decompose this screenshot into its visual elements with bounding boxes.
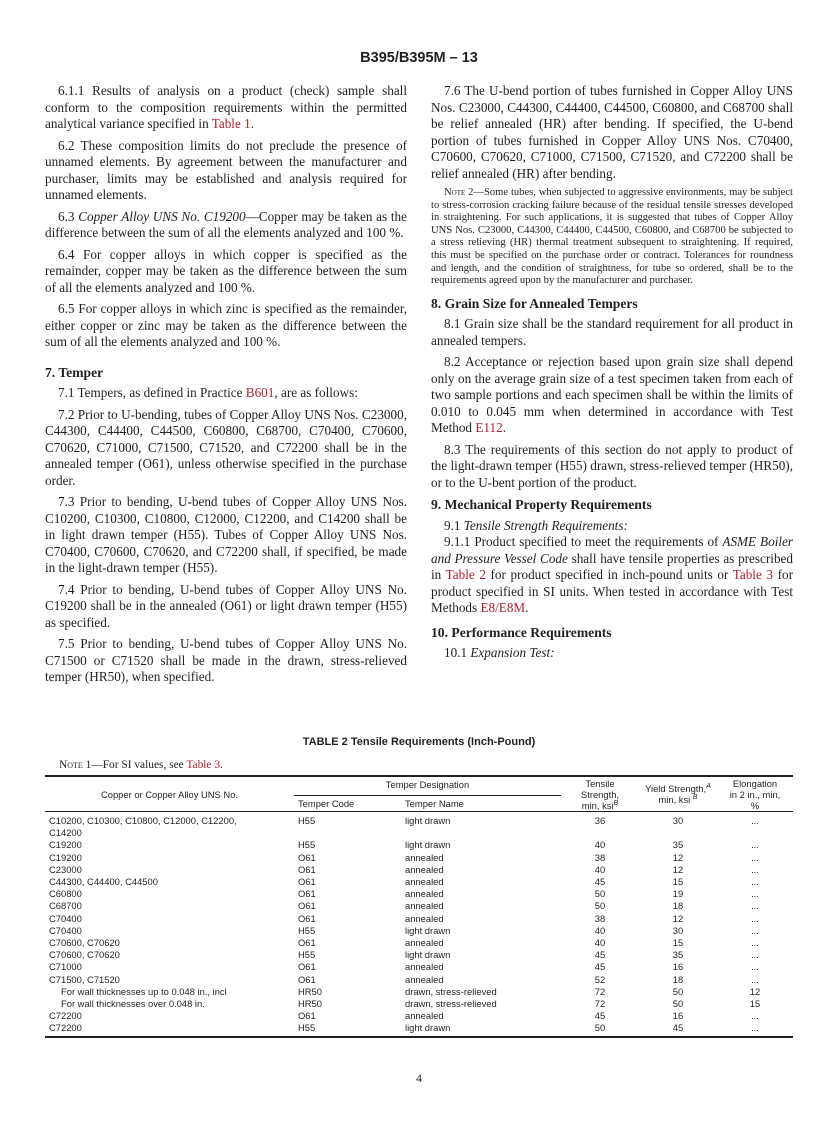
- cell-temper-name: annealed: [405, 937, 444, 949]
- cell-tensile: 38: [594, 851, 606, 863]
- paragraph-italic: Tensile Strength Requirements:: [463, 517, 628, 533]
- cell-elongation: ...: [751, 912, 759, 924]
- cell-alloy: For wall thicknesses over 0.048 in.: [61, 998, 205, 1010]
- cell-temper-code: [294, 827, 401, 839]
- cell-tensile: 38: [594, 912, 606, 924]
- paragraph-7-4: 7.4 Prior to bending, U-bend tubes of Copper Alloy UNS No. C19200 shall be in the annealed (O61) or light drawn temper (H55) as specified.: [45, 581, 407, 630]
- cell-alloy: C19200: [49, 851, 82, 863]
- table-row: [45, 839, 793, 851]
- heading-section-10: 10. Performance Requirements: [431, 624, 612, 640]
- header-yield-strength: [639, 776, 717, 812]
- table-row: [45, 864, 793, 876]
- cell-temper-name: annealed: [405, 863, 444, 875]
- header-temper-name: Temper Name: [401, 796, 561, 812]
- paragraph-italic: Copper Alloy UNS No. C19200: [78, 208, 246, 224]
- cell-yield: 50: [672, 998, 684, 1010]
- header-temper-code: Temper Code: [294, 796, 401, 812]
- cell-elongation: ...: [751, 1010, 759, 1022]
- cell-elongation: ...: [751, 876, 759, 888]
- cell-elongation: 12: [749, 985, 761, 997]
- heading-section-9: 9. Mechanical Property Requirements: [431, 497, 652, 513]
- paragraph-text: , are as follows:: [274, 385, 358, 400]
- cell-elongation: ...: [751, 937, 759, 949]
- cell-tensile: 45: [594, 961, 606, 973]
- cell-yield: 45: [639, 1022, 717, 1036]
- paragraph-text: 7.1 Tempers, as defined in Practice: [58, 385, 246, 400]
- cell-alloy: C70400: [49, 924, 82, 936]
- cell-yield: 12: [672, 912, 684, 924]
- section-number: 6.1.1: [58, 83, 85, 98]
- cell-temper-name: annealed: [405, 851, 444, 863]
- header-text: Tensile Strength, min, ksi: [580, 777, 620, 811]
- header-alloy: Copper or Copper Alloy UNS No.: [45, 776, 294, 812]
- paragraph-text: Results of analysis on a product (check) sample shall conform to the composition requirements within the permitted analytical variance specified in: [45, 83, 407, 131]
- cell-temper-code: O61: [298, 900, 316, 912]
- cell-temper-name: light drawn: [405, 815, 451, 826]
- section-number: 9.1: [444, 517, 464, 533]
- paragraph-text: for product specified in inch-pound units or: [485, 567, 733, 583]
- cell-elongation: ...: [751, 900, 759, 912]
- cell-temper-name: annealed: [405, 888, 444, 900]
- header-elongation: Elongation in 2 in., min, %: [717, 776, 793, 812]
- cell-temper-name: drawn, stress-relieved: [405, 985, 497, 997]
- paragraph-7-6: 7.6 The U-bend portion of tubes furnished in Copper Alloy UNS Nos. C23000, C44300, C44400, C44500, C60800, and C68700 shall be relief annealed (HR) after bending. If specified, the U-bend portion of tubes furnished in Copper Alloy UNS Nos. C70400, C70600, C70620, C71000, C71500, C71520, and C72200 shall be relief annealed (HR) after bending.: [431, 83, 793, 181]
- cell-temper-code: H55: [298, 815, 316, 826]
- link-table-1[interactable]: Table 1: [211, 116, 251, 131]
- paragraph-text: 8.2 Acceptance or rejection based upon grain size shall depend only on the average grain size of a test specimen taken from each of two sample portions and each specimen shall be within the limits of 0.010 to 0.045 mm when determined in accordance with Test Method: [431, 354, 793, 436]
- cell-elongation: ...: [751, 888, 759, 900]
- cell-temper-name: light drawn: [405, 839, 451, 851]
- cell-yield: 16: [672, 1010, 684, 1022]
- paragraph-italic: Expansion Test:: [470, 645, 555, 661]
- header-tensile-strength: [561, 776, 639, 812]
- footnote-marker: A: [706, 782, 711, 790]
- cell-yield: 19: [672, 888, 684, 900]
- cell-tensile: 50: [594, 888, 606, 900]
- link-table-2[interactable]: Table 2: [445, 567, 486, 583]
- cell-temper-name: drawn, stress-relieved: [405, 998, 497, 1010]
- paragraph-6-1-1: [45, 83, 407, 133]
- note-text: —For SI values, see: [91, 759, 187, 771]
- cell-yield: 50: [672, 985, 684, 997]
- header-text: Yield Strength,: [645, 783, 707, 794]
- cell-alloy: C71000: [49, 961, 82, 973]
- cell-elongation: 15: [749, 998, 761, 1010]
- heading-section-7: 7. Temper: [45, 364, 104, 380]
- header-text: min, ksi: [658, 794, 691, 805]
- cell-temper-name: annealed: [405, 961, 444, 973]
- cell-alloy: C68700: [49, 900, 82, 912]
- cell-yield: 12: [672, 863, 684, 875]
- cell-tensile: 52: [594, 973, 606, 985]
- note-2: [431, 187, 793, 288]
- table-row: [45, 852, 793, 864]
- paragraph-7-1: [45, 385, 407, 402]
- heading-section-8: 8. Grain Size for Annealed Tempers: [431, 295, 638, 311]
- link-e112[interactable]: E112: [475, 420, 503, 436]
- cell-yield: 12: [672, 851, 684, 863]
- paragraph-8-2: [431, 354, 793, 437]
- cell-yield: 35: [672, 839, 684, 851]
- cell-temper-code: O61: [298, 888, 316, 900]
- paragraph-text: —Copper may be taken as the difference between the sum of all the elements analyzed and 100 %.: [45, 208, 407, 240]
- cell-temper-name: annealed: [405, 1010, 444, 1022]
- cell-alloy: C72200: [45, 1022, 294, 1036]
- paragraph-10-1: [431, 645, 793, 662]
- table-row: [45, 827, 793, 839]
- cell-elongation: ...: [751, 851, 759, 863]
- cell-alloy: For wall thicknesses up to 0.048 in., incl: [61, 985, 227, 997]
- cell-temper-code: O61: [298, 961, 316, 973]
- cell-temper-code: O61: [298, 876, 316, 888]
- table-row: [45, 900, 793, 912]
- paragraph-8-1: 8.1 Grain size shall be the standard requirement for all product in annealed tempers.: [431, 316, 793, 348]
- cell-elongation: [717, 827, 793, 839]
- table-row: [45, 913, 793, 925]
- cell-alloy: C23000: [49, 863, 82, 875]
- cell-temper-code: H55: [298, 924, 316, 936]
- table-body: [45, 812, 793, 1037]
- cell-temper-code: HR50: [298, 998, 322, 1010]
- paragraph-text: shall have tensile properties as prescribed in: [431, 550, 793, 583]
- table-row: [45, 986, 793, 998]
- cell-tensile: [561, 827, 639, 839]
- paragraph-text: .: [502, 420, 506, 436]
- cell-temper-name: annealed: [405, 900, 444, 912]
- table-row: [45, 888, 793, 900]
- section-number: 6.3: [58, 208, 79, 224]
- paragraph-7-3: 7.3 Prior to bending, U-bend tubes of Copper Alloy UNS Nos. C10200, C10300, C10800, C12000, C12200, and C14200 shall be in light drawn temper (H55). Tubes of Copper Alloy UNS Nos. C70400, C70600, C70620, and C72200 shall, if specified, be made in the light-drawn temper (H55).: [45, 494, 407, 575]
- cell-yield: 35: [672, 949, 684, 961]
- cell-temper-name: annealed: [405, 973, 444, 985]
- table-row: [45, 925, 793, 937]
- cell-yield: 18: [672, 973, 684, 985]
- table-row: [45, 949, 793, 961]
- cell-tensile: 40: [594, 937, 606, 949]
- note-label: Note 1: [59, 759, 92, 771]
- cell-temper-code: H55: [298, 839, 316, 851]
- cell-elongation: ...: [751, 839, 759, 851]
- cell-alloy: C70600, C70620: [49, 949, 120, 961]
- paragraph-8-3: 8.3 The requirements of this section do not apply to product of the light-drawn temper (H55) drawn, stress-relieved temper (HR50), or to the U-bent portion of the product.: [431, 441, 793, 490]
- paragraph-7-2: 7.2 Prior to U-bending, tubes of Copper Alloy UNS Nos. C23000, C44300, C44400, C44500, C60800, C68700, C70400, C70600, C70620, C71000, C71500, C71520, and C72200 shall be in the annealed temper (O61), unless otherwise specified in the purchase order.: [45, 406, 407, 488]
- tensile-requirements-table: [45, 775, 793, 1038]
- cell-alloy: C70400: [49, 912, 82, 924]
- cell-temper-name: [401, 827, 561, 839]
- table-row: [45, 812, 793, 828]
- right-column: [431, 83, 793, 667]
- cell-alloy: C72200: [49, 1010, 82, 1022]
- cell-temper-code: O61: [298, 973, 316, 985]
- cell-tensile: 72: [594, 985, 606, 997]
- table-row: [45, 1010, 793, 1022]
- link-table-3[interactable]: Table 3: [186, 759, 221, 771]
- note-text: .: [220, 759, 223, 771]
- paragraph-6-4: 6.4 For copper alloys in which copper is specified as the remainder, copper may be taken as the difference between the sum of all the elements analyzed and 100 %.: [45, 246, 407, 295]
- cell-tensile: 45: [594, 949, 606, 961]
- header-temper-designation: Temper Designation: [294, 776, 561, 796]
- cell-yield: 30: [672, 924, 684, 936]
- cell-temper-code: HR50: [298, 985, 322, 997]
- cell-temper-code: H55: [298, 949, 316, 961]
- cell-tensile: 45: [594, 1010, 606, 1022]
- table-row: [45, 937, 793, 949]
- paragraph-italic: ASME Boiler and Pressure Vessel Code: [431, 534, 794, 566]
- table-row: [45, 961, 793, 973]
- table-row: [45, 876, 793, 888]
- paragraph-text: .: [250, 116, 255, 131]
- cell-temper-code: O61: [298, 863, 316, 875]
- link-b601[interactable]: B601: [245, 385, 275, 400]
- table-row: [45, 974, 793, 986]
- section-number: 10.1: [444, 645, 471, 661]
- cell-tensile: 50: [561, 1022, 639, 1036]
- cell-yield: 15: [672, 876, 684, 888]
- cell-yield: 16: [672, 961, 684, 973]
- cell-elongation: ...: [751, 924, 759, 936]
- cell-temper-code: O61: [298, 912, 316, 924]
- paragraph-6-2: 6.2 These composition limits do not preclude the presence of unnamed elements. By agreement between the manufacturer and purchaser, limits may be established and analysis required for unnamed elements.: [45, 137, 407, 202]
- page-number: 4: [416, 1071, 422, 1085]
- cell-tensile: 40: [594, 839, 606, 851]
- cell-tensile: 72: [594, 998, 606, 1010]
- link-table-3[interactable]: Table 3: [732, 567, 773, 583]
- cell-alloy: C19200: [49, 839, 82, 851]
- cell-temper-code: H55: [294, 1022, 401, 1036]
- table-row: [45, 1022, 793, 1036]
- cell-tensile: 40: [594, 924, 606, 936]
- cell-elongation: ...: [751, 973, 759, 985]
- cell-elongation: ...: [717, 1022, 793, 1036]
- footnote-marker: B: [613, 799, 619, 807]
- cell-elongation: ...: [751, 961, 759, 973]
- cell-alloy: C70600, C70620: [49, 937, 120, 949]
- link-e8-e8m[interactable]: E8/E8M: [480, 600, 526, 616]
- cell-yield: [639, 827, 717, 839]
- cell-elongation: ...: [751, 949, 759, 961]
- cell-yield: 18: [672, 900, 684, 912]
- left-column: [45, 83, 407, 691]
- paragraph-text: .: [525, 600, 529, 616]
- table-2-title: TABLE 2 Tensile Requirements (Inch-Pound): [302, 736, 536, 748]
- cell-tensile: 40: [594, 863, 606, 875]
- cell-alloy: C10200, C10300, C10800, C12000, C12200,: [49, 815, 237, 826]
- cell-alloy: C44300, C44400, C44500: [49, 876, 158, 888]
- cell-temper-name: light drawn: [405, 924, 451, 936]
- footnote-marker: B: [692, 793, 698, 801]
- cell-tensile: 45: [594, 876, 606, 888]
- paragraph-text: 9.1.1 Product specified to meet the requirements of: [444, 534, 723, 550]
- cell-elongation: ...: [751, 815, 759, 826]
- cell-yield: 30: [672, 815, 684, 826]
- cell-yield: 15: [672, 937, 684, 949]
- cell-temper-code: O61: [298, 851, 316, 863]
- cell-tensile: 36: [594, 815, 606, 826]
- cell-alloy: C60800: [49, 888, 82, 900]
- cell-temper-name: annealed: [405, 912, 444, 924]
- paragraph-text: for product specified in SI units. When tested in accordance with Test Methods: [431, 567, 793, 616]
- cell-temper-name: light drawn: [401, 1022, 561, 1036]
- table-note-1: [59, 759, 223, 771]
- paragraph-6-5: 6.5 For copper alloys in which zinc is specified as the remainder, either copper or zinc may be taken as the difference between the sum of all the elements analyzed and 100 %.: [45, 301, 407, 349]
- paragraph-9-1: [431, 518, 793, 535]
- cell-temper-code: O61: [298, 1010, 316, 1022]
- cell-temper-name: light drawn: [405, 949, 451, 961]
- note-text: —Some tubes, when subjected to aggressive environments, may be subject to stress-corrosion cracking failure because of the residual tensile stresses developed in straightening. For such applications, it is suggested that tubes of Copper Alloy UNS Nos. C23000, C44300, C44400, C44500, C60800, and C68700 be subjected to a stress relieving (HR) thermal treatment subsequent to straightening. If required, this must be specified on the purchase order or contract. Tolerances for roundness and length, and the condition of straightness, for tube so ordered, shall be to the requirements agreed upon by the manufacturer and purchaser.: [431, 187, 794, 287]
- table-row: [45, 998, 793, 1010]
- paragraph-9-1-1: [431, 534, 793, 617]
- cell-temper-code: O61: [298, 937, 316, 949]
- cell-tensile: 50: [594, 900, 606, 912]
- cell-elongation: ...: [751, 863, 759, 875]
- paragraph-7-5: 7.5 Prior to bending, U-bend tubes of Copper Alloy UNS No. C71500 or C71520 shall be made in the drawn, stress-relieved temper (HR50), when specified.: [45, 636, 407, 684]
- note-label: Note 2: [444, 187, 474, 198]
- cell-alloy: C14200: [49, 827, 82, 839]
- document-header: B395/B395M – 13: [360, 50, 478, 66]
- paragraph-6-3: [45, 209, 407, 242]
- cell-alloy: C71500, C71520: [49, 973, 120, 985]
- cell-temper-name: annealed: [405, 876, 444, 888]
